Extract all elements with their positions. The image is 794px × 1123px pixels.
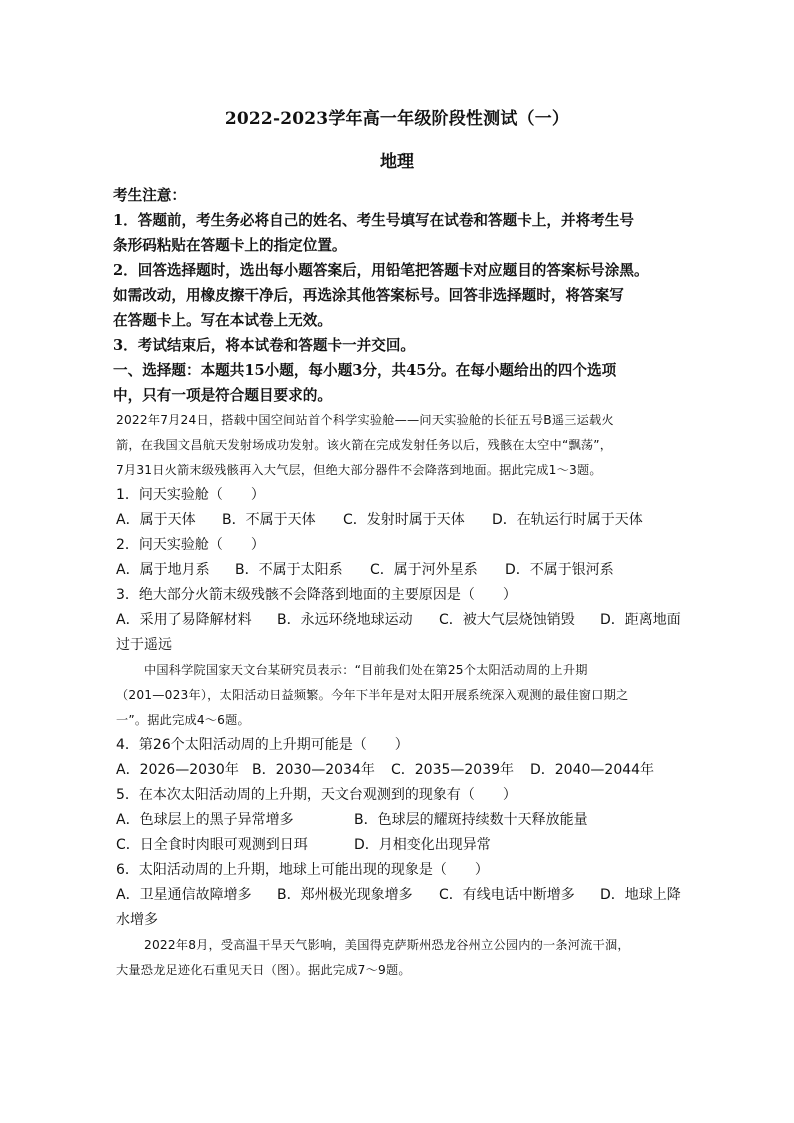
- subject-title: 地理: [380, 152, 414, 172]
- notice-heading: 考生注意：: [113, 187, 186, 204]
- option-d: D．在轨运行时属于天体: [492, 512, 643, 528]
- option-c: C．2035—2039年: [391, 762, 515, 778]
- option-b: B．2030—2034年: [252, 762, 375, 778]
- option-c: C．日全食时肉眼可观测到日珥: [116, 837, 308, 853]
- question-stem: 6．太阳活动周的上升期，地球上可能出现的现象是（ ）: [116, 862, 489, 878]
- option-b: B．不属于太阳系: [235, 562, 343, 578]
- passage-line: 2022年7月24日，搭载中国空间站首个科学实验舱——问天实验舱的长征五号B遥三运载火: [116, 413, 614, 427]
- option-a: A．卫星通信故障增多: [116, 887, 252, 903]
- option-d-continued: 水增多: [116, 912, 158, 928]
- passage-line: 大量恐龙足迹化石重见天日（图）。据此完成7～9题。: [116, 963, 411, 977]
- option-a: A．2026—2030年: [116, 762, 239, 778]
- option-a: A．采用了易降解材料: [116, 612, 252, 628]
- option-d: D．地球上降: [600, 887, 681, 903]
- passage-line: 箭，在我国文昌航天发射场成功发射。该火箭在完成发射任务以后，残骸在太空中“飘荡”，: [116, 438, 613, 452]
- option-b: B．永远环绕地球运动: [277, 612, 413, 628]
- notice-line: 2．回答选择题时，选出每小题答案后，用铅笔把答题卡对应题目的答案标号涂黑。: [113, 262, 649, 279]
- notice-line: 如需改动，用橡皮擦干净后，再选涂其他答案标号。回答非选择题时，将答案写: [113, 287, 624, 304]
- option-d: D．月相变化出现异常: [354, 837, 491, 853]
- section-heading: 中，只有一项是符合题目要求的。: [113, 387, 332, 404]
- option-c: C．属于河外星系: [370, 562, 478, 578]
- passage-line: 7月31日火箭末级残骸再入大气层，但绝大部分器件不会降落到地面。据此完成1～3题。: [116, 463, 602, 477]
- option-b: B．不属于天体: [222, 512, 316, 528]
- passage-line: （201—023年），太阳活动日益频繁。今年下半年是对太阳开展系统深入观测的最佳窗口期之: [116, 688, 629, 702]
- option-d: D．距离地面: [600, 612, 681, 628]
- option-b: B．色球层的耀斑持续数十天释放能量: [354, 812, 588, 828]
- question-stem: 2．问天实验舱（ ）: [116, 537, 265, 553]
- option-c: C．发射时属于天体: [343, 512, 465, 528]
- question-stem: 1．问天实验舱（ ）: [116, 487, 265, 503]
- option-c: C．被大气层烧蚀销毁: [439, 612, 575, 628]
- notice-line: 3．考试结束后，将本试卷和答题卡一并交回。: [113, 337, 416, 354]
- question-stem: 4．第26个太阳活动周的上升期可能是（ ）: [116, 737, 409, 753]
- option-d-continued: 过于遥远: [116, 637, 172, 653]
- section-heading: 一、选择题：本题共15小题，每小题3分，共45分。在每小题给出的四个选项: [113, 362, 617, 379]
- option-a: A．属于天体: [116, 512, 196, 528]
- option-a: A．色球层上的黑子异常增多: [116, 812, 294, 828]
- option-d: D．2040—2044年: [530, 762, 655, 778]
- option-a: A．属于地月系: [116, 562, 210, 578]
- option-b: B．郑州极光现象增多: [277, 887, 413, 903]
- passage-line: 一”。据此完成4～6题。: [116, 713, 250, 727]
- exam-title: 2022-2023学年高一年级阶段性测试（一）: [224, 109, 570, 129]
- passage-line: 中国科学院国家天文台某研究员表示：“目前我们处在第25个太阳活动周的上升期: [144, 663, 588, 677]
- passage-line: 2022年8月，受高温干旱天气影响，美国得克萨斯州恐龙谷州立公园内的一条河流干涸，: [144, 938, 630, 952]
- option-c: C．有线电话中断增多: [439, 887, 575, 903]
- option-d: D．不属于银河系: [505, 562, 614, 578]
- notice-line: 在答题卡上。写在本试卷上无效。: [113, 312, 332, 329]
- notice-line: 1．答题前，考生务必将自己的姓名、考生号填写在试卷和答题卡上，并将考生号: [113, 212, 634, 229]
- question-stem: 3．绝大部分火箭末级残骸不会降落到地面的主要原因是（ ）: [116, 587, 517, 603]
- question-stem: 5．在本次太阳活动周的上升期，天文台观测到的现象有（ ）: [116, 787, 517, 803]
- notice-line: 条形码粘贴在答题卡上的指定位置。: [113, 237, 347, 254]
